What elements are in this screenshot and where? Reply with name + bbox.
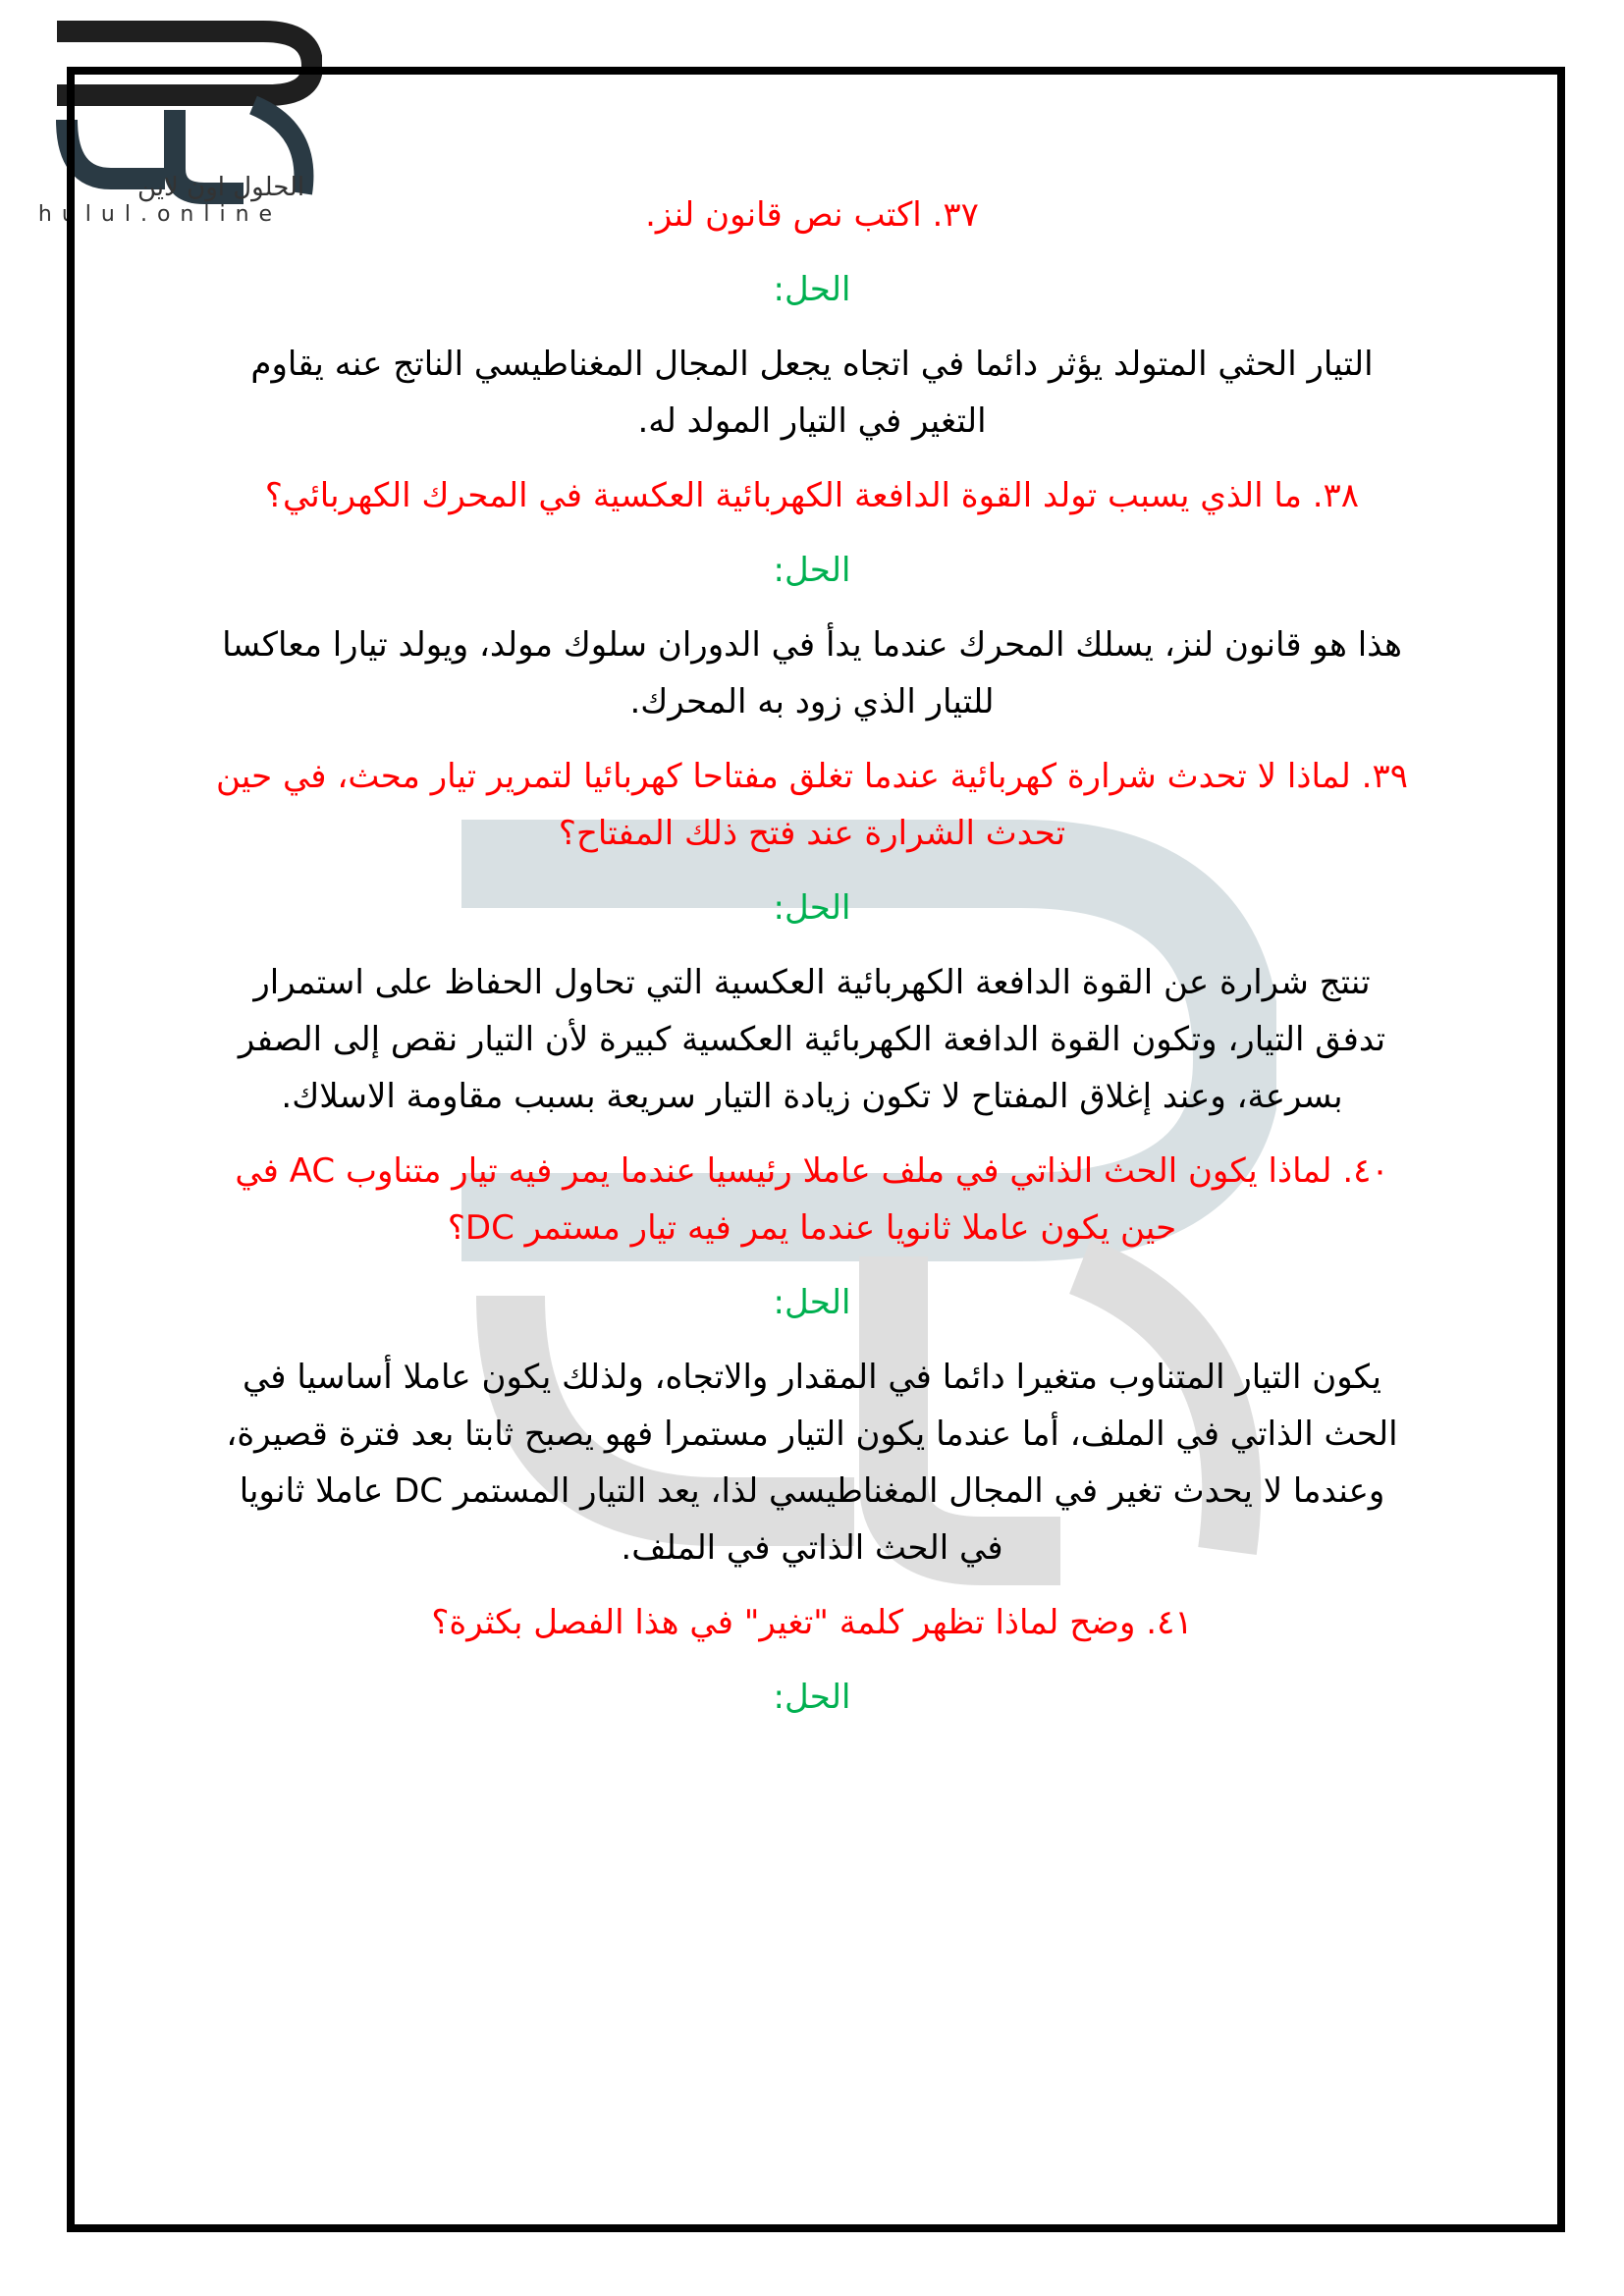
logo-arabic-text: الحلول اون لاين <box>137 173 305 202</box>
question-39: ٣٩. لماذا لا تحدث شرارة كهربائية عندما تغلق مفتاحا كهربائيا لتمرير تيار محث، في حين تحدث الشرارة عند فتح ذلك المفتاح؟ <box>216 757 1408 853</box>
question-37: ٣٧. اكتب نص قانون لنز. <box>645 195 979 235</box>
solution-label-38: الحل: <box>773 551 851 590</box>
solution-label-37: الحل: <box>773 270 851 309</box>
answer-40: يكون التيار المتناوب متغيرا دائما في المقدار والاتجاه، ولذلك يكون عاملا أساسيا في الحث الذاتي في الملف، أما عندما يكون التيار مستمرا فهو يصبح ثابتا بعد فترة قصيرة، وعندما لا يحدث تغير في المجال المغناطيسي لذا، يعد التيار المستمر DC عاملا ثانويا في الحث الذاتي في الملف. <box>226 1358 1398 1568</box>
solution-label-39: الحل: <box>773 888 851 928</box>
question-40: ٤٠. لماذا يكون الحث الذاتي في ملف عاملا رئيسيا عندما يمر فيه تيار متناوب AC في حين يكون عاملا ثانويا عندما يمر فيه تيار مستمر DC؟ <box>235 1151 1389 1248</box>
answer-38: هذا هو قانون لنز، يسلك المحرك عندما يدأ في الدوران سلوك مولد، ويولد تيارا معاكسا للتيار الذي زود به المحرك. <box>222 625 1402 721</box>
logo-latin-text: hulul.online <box>37 202 283 227</box>
solution-label-40: الحل: <box>773 1283 851 1322</box>
question-41: ٤١. وضح لماذا تظهر كلمة "تغير" في هذا الفصل بكثرة؟ <box>431 1603 1193 1642</box>
content-area <box>216 187 1408 1743</box>
solution-label-41: الحل: <box>773 1678 851 1717</box>
question-38: ٣٨. ما الذي يسبب تولد القوة الدافعة الكهربائية العكسية في المحرك الكهربائي؟ <box>264 476 1360 515</box>
answer-39: تنتج شرارة عن القوة الدافعة الكهربائية العكسية التي تحاول الحفاظ على استمرار تدفق التيار، وتكون القوة الدافعة الكهربائية العكسية كبيرة لأن التيار نقص إلى الصفر بسرعة، وعند إغلاق المفتاح لا تكون زيادة التيار سريعة بسبب مقاومة الاسلاك. <box>238 963 1386 1116</box>
answer-37: التيار الحثي المتولد يؤثر دائما في اتجاه يجعل المجال المغناطيسي الناتج عنه يقاوم التغير في التيار المولد له. <box>250 345 1374 441</box>
